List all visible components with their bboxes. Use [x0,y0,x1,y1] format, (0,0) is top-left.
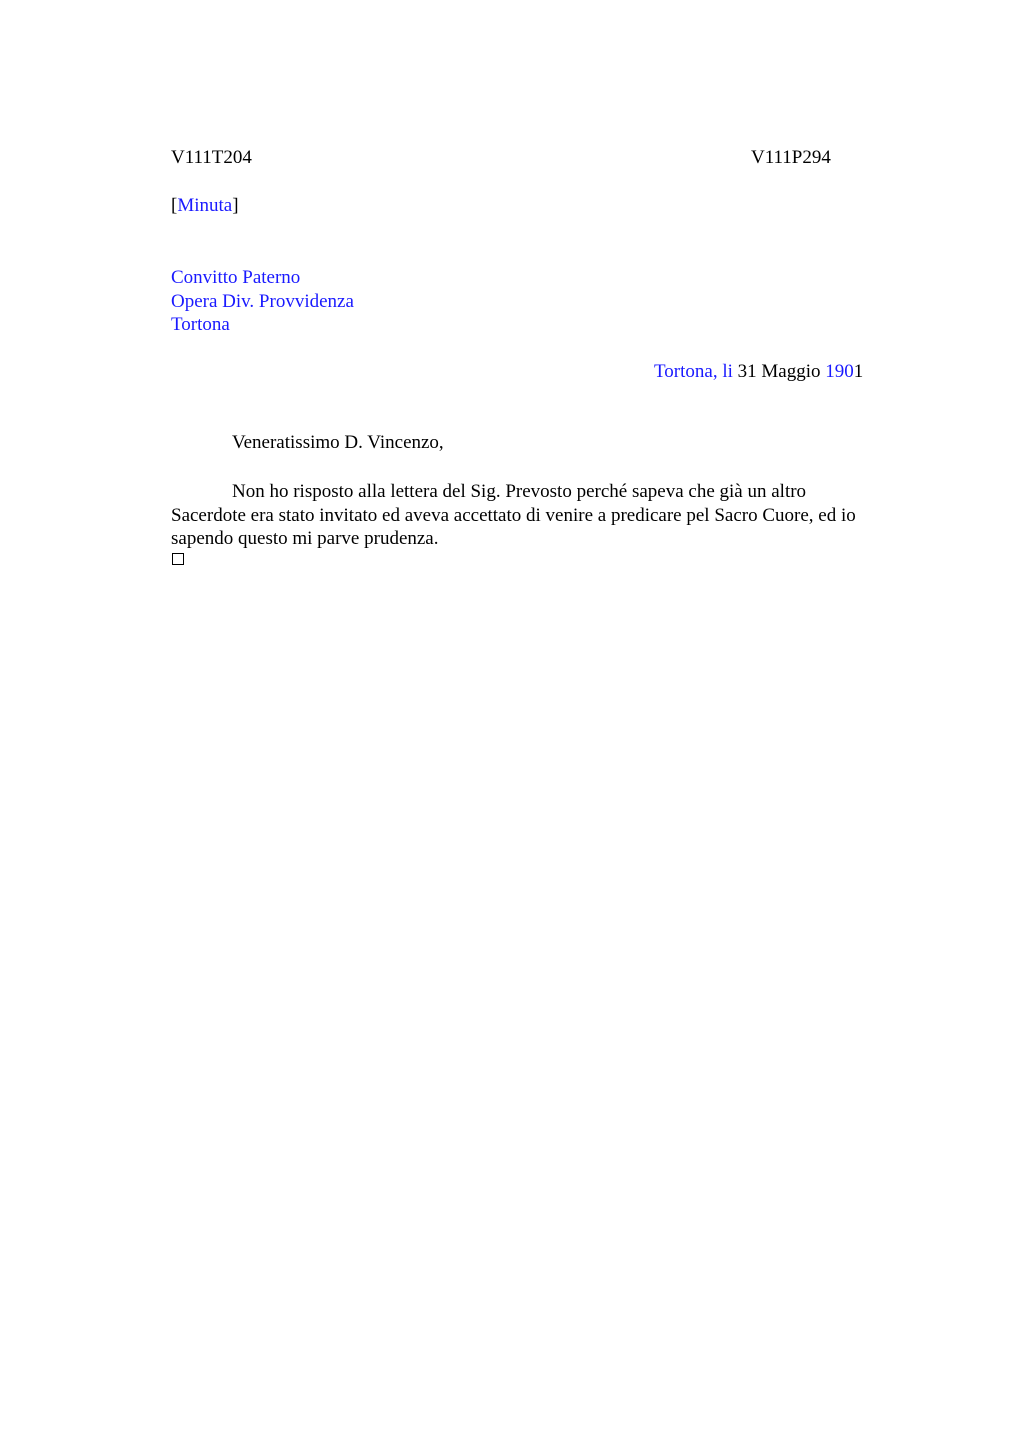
dateline-place: Tortona, li [654,361,733,382]
draft-open-bracket: [ [171,195,178,216]
dateline-year-prefix: 190 [825,361,854,382]
letterhead [171,266,354,337]
document-code-right: V111P294 [751,147,831,168]
salutation: Veneratissimo D. Vincenzo, [232,432,444,453]
draft-label [171,195,239,217]
document-code-left: V111T204 [171,147,252,168]
letter-body-line-1: Non ho risposto alla lettera del Sig. Prevosto perché sapeva che già un altro [232,481,807,502]
letter-body-line-2: Sacerdote era stato invitato ed aveva accettato di venire a predicare pel Sacro Cuore, ed io [171,504,856,526]
letter-body-line-3: sapendo questo mi parve prudenza. [171,528,439,549]
letter-body [171,480,931,551]
dateline-date: 31 Maggio [732,361,826,382]
draft-close-bracket: ] [232,195,239,216]
empty-box-glyph [172,553,184,565]
dateline-year-suffix: 1 [853,361,864,382]
letterhead-line-2: Opera Div. Provvidenza [171,290,354,312]
draft-label-text: Minuta [177,195,233,216]
letterhead-line-3: Tortona [171,314,230,335]
dateline [654,361,863,383]
letterhead-line-1: Convitto Paterno [171,267,301,288]
